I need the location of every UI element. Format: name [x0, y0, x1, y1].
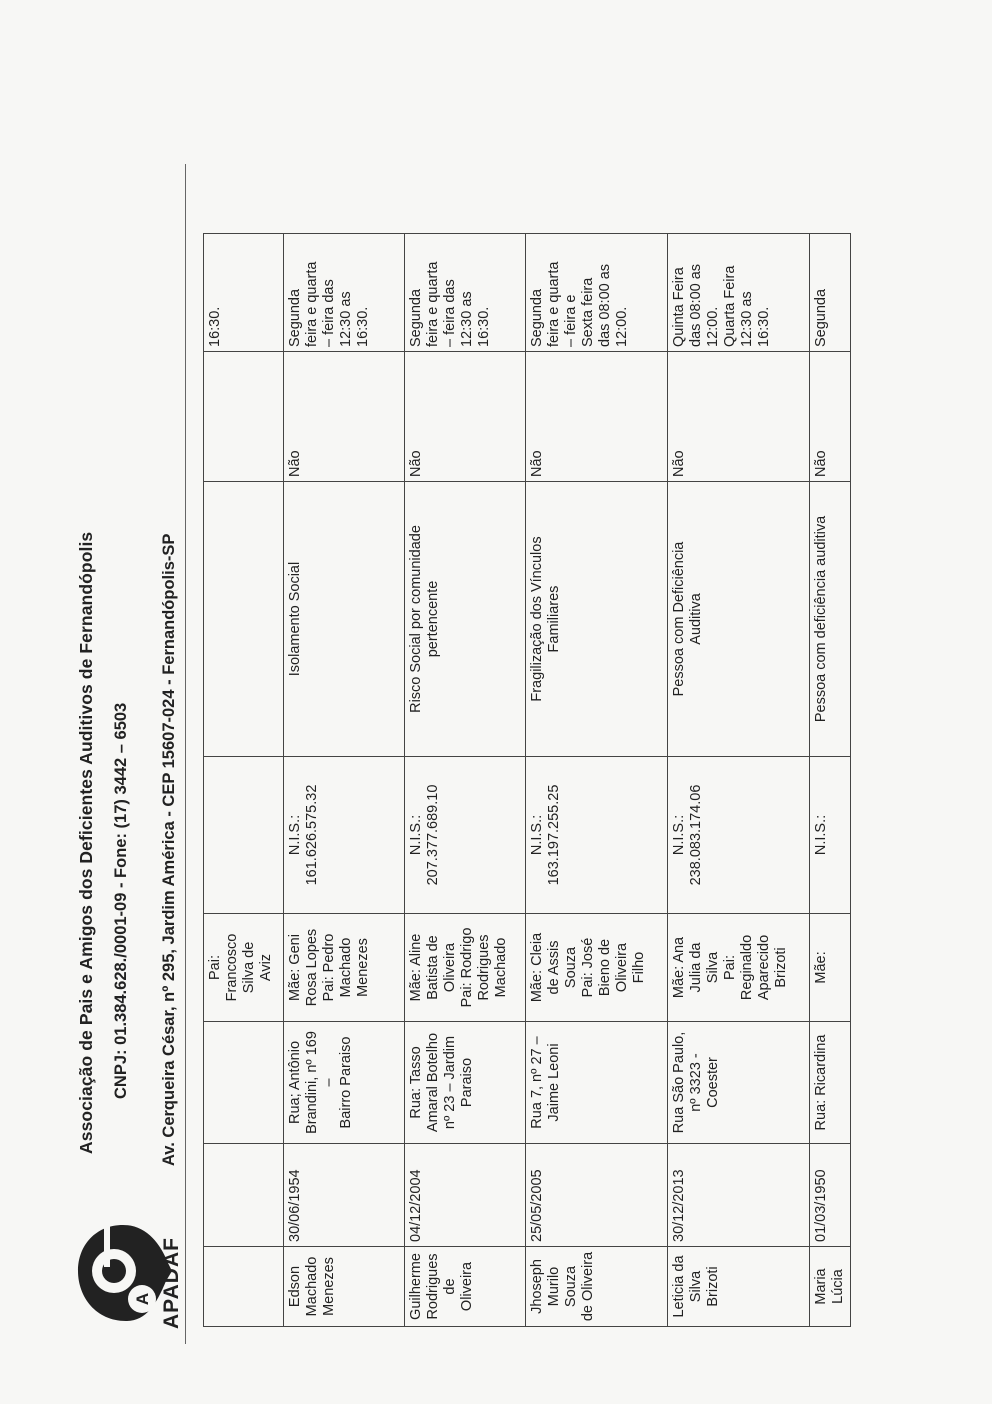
answer-cell: Não	[405, 352, 526, 482]
name-cell: Guilherme Rodrigues de Oliveira	[405, 1247, 526, 1327]
schedule-cell: Segunda feira e quarta – feira das 12:30 as 16:30.	[405, 234, 526, 352]
situation-cell: Pessoa com Deficiência Auditiva	[668, 482, 810, 757]
situation-cell: Fragilização dos Vínculos Familiares	[526, 482, 668, 757]
address-cell: Rua: Tasso Amaral Botelho nº 23 – Jardim Paraiso	[405, 1022, 526, 1144]
answer-cell	[204, 352, 284, 482]
table-row	[668, 234, 810, 1327]
address-cell: Rua São Paulo, nº 3323 - Coester	[668, 1022, 810, 1144]
table-row	[405, 234, 526, 1327]
table-row	[810, 234, 851, 1327]
name-cell: Leticia da Silva Brizoti	[668, 1247, 810, 1327]
parents-cell: Mãe: Cleia de Assis Souza Pai: José Bieno de Oliveira Filho	[526, 914, 668, 1022]
birth-date-cell: 30/12/2013	[668, 1144, 810, 1247]
situation-cell	[204, 482, 284, 757]
birth-date-cell: 01/03/1950	[810, 1144, 851, 1247]
name-cell: Jhoseph Murilo Souza de Oliveira	[526, 1247, 668, 1327]
nis-cell: N.I.S.: 238.083.174.06	[668, 757, 810, 914]
schedule-cell: Quinta Feira das 08:00 as 12:00. Quarta Feira 12:30 as 16:30.	[668, 234, 810, 352]
parents-cell: Mãe: Aline Batista de Oliveira Pai: Rodrigo Rodrigues Machado	[405, 914, 526, 1022]
address-cell: Rua; Antônio Brandini, nº 169 – Bairro Paraiso	[284, 1022, 405, 1144]
name-cell: Edson Machado Menezes	[284, 1247, 405, 1327]
table-row	[204, 234, 284, 1327]
birth-date-cell: 25/05/2005	[526, 1144, 668, 1247]
table-row	[526, 234, 668, 1327]
header-divider	[185, 164, 186, 1344]
nis-cell: N.I.S.: 161.626.575.32	[284, 757, 405, 914]
svg-text:A: A	[133, 1292, 152, 1306]
birth-date-cell: 30/06/1954	[284, 1144, 405, 1247]
address-cell: Rua: Ricardina	[810, 1022, 851, 1144]
address-cell	[204, 1022, 284, 1144]
address-cell: Rua 7, nº 27 – Jaime Leoni	[526, 1022, 668, 1144]
address-line: Av. Cerqueira César, nº 295, Jardim América - CEP 15607-024 - Fernandópolis-SP	[160, 533, 178, 1166]
parents-cell: Mãe: Ana Julia da Silva Pai: Reginaldo Aparecido Brizoti	[668, 914, 810, 1022]
birth-date-cell: 04/12/2004	[405, 1144, 526, 1247]
nis-cell	[204, 757, 284, 914]
situation-cell: Isolamento Social	[284, 482, 405, 757]
table-row	[284, 234, 405, 1327]
schedule-cell: 16:30.	[204, 234, 284, 352]
svg-text:APADAF: APADAF	[160, 1237, 183, 1329]
beneficiaries-table	[203, 233, 851, 1327]
answer-cell: Não	[526, 352, 668, 482]
nis-cell: N.I.S.: 207.377.689.10	[405, 757, 526, 914]
schedule-cell: Segunda feira e quarta – feira e Sexta feira das 08:00 as 12:00.	[526, 234, 668, 352]
nis-cell: N.I.S.: 163.197.255.25	[526, 757, 668, 914]
nis-cell: N.I.S.:	[810, 757, 851, 914]
situation-cell: Pessoa com deficiência auditiva	[810, 482, 851, 757]
organization-name: Associação de Pais e Amigos dos Deficientes Auditivos de Fernandópolis	[76, 531, 96, 1154]
schedule-cell: Segunda feira e quarta – feira das 12:30 as 16:30.	[284, 234, 405, 352]
answer-cell: Não	[810, 352, 851, 482]
answer-cell: Não	[668, 352, 810, 482]
cnpj-phone-line: CNPJ: 01.384.628./0001-09 - Fone: (17) 3442 – 6503	[112, 702, 130, 1099]
parents-cell: Pai: Francosco Silva de Aviz	[204, 914, 284, 1022]
situation-cell: Risco Social por comunidade pertencente	[405, 482, 526, 757]
name-cell	[204, 1247, 284, 1327]
name-cell: Maria Lúcia	[810, 1247, 851, 1327]
birth-date-cell	[204, 1144, 284, 1247]
schedule-cell: Segunda	[810, 234, 851, 352]
parents-cell: Mãe:	[810, 914, 851, 1022]
answer-cell: Não	[284, 352, 405, 482]
apadaf-logo	[68, 1206, 183, 1341]
parents-cell: Mãe: Geni Rosa Lopes Pai: Pedro Machado Menezes	[284, 914, 405, 1022]
